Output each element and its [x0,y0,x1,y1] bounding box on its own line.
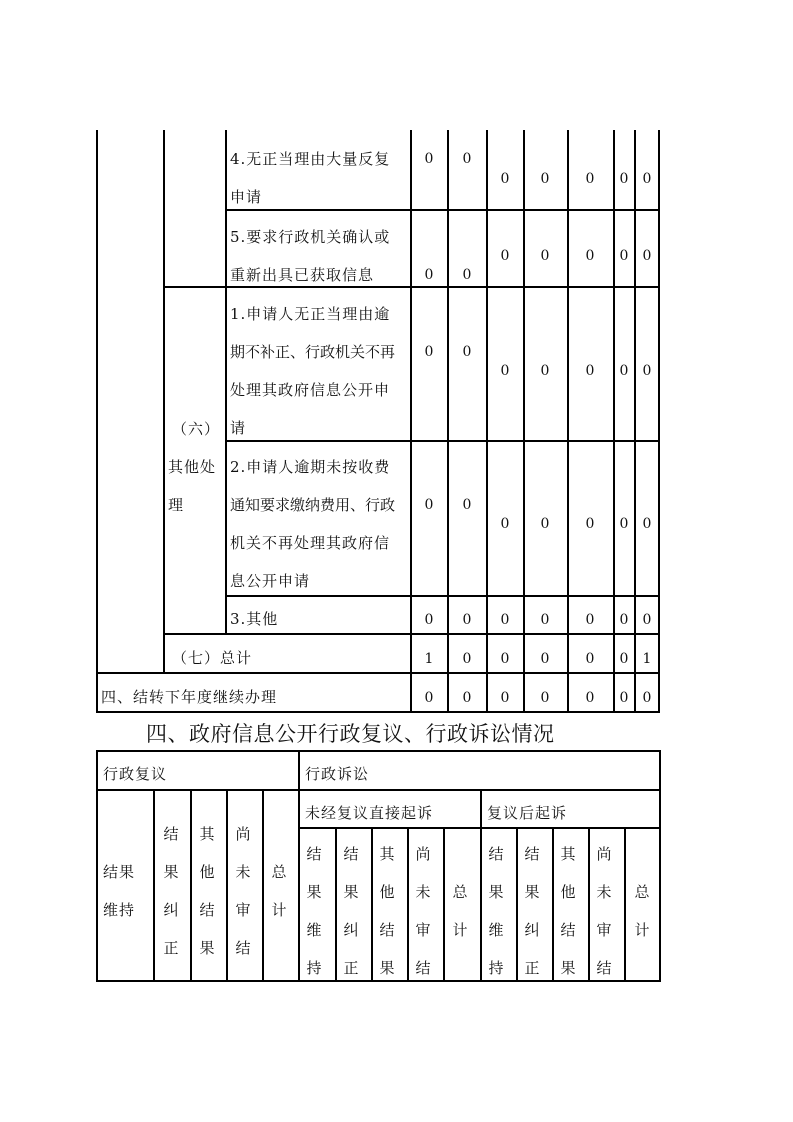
row-label: 处理其政府信息公开申 [230,381,391,399]
cell-value: 0 [500,363,510,379]
table-border [443,827,445,982]
cell-value: 0 [462,151,472,167]
admin-litigation-header: 行政诉讼 [305,765,370,783]
cell-value: 0 [500,690,510,706]
section-heading: 四、政府信息公开行政复议、行政诉讼情况 [146,722,555,746]
direct-col-result-corrected: 结 果 纠 正 [343,845,359,977]
row-label: 2.申请人逾期未按收费 [230,458,391,476]
cell-value: 0 [619,248,629,264]
cell-value: 0 [424,151,434,167]
table-border [447,130,449,712]
after-review-suit-header: 复议后起诉 [487,804,568,822]
cell-value: 0 [619,612,629,628]
review-col-result-maintained: 结果 [103,863,136,881]
after-col-total: 总 计 [634,883,650,939]
cell-value: 0 [585,651,595,667]
cell-value: 0 [540,363,550,379]
cell-value: 0 [500,612,510,628]
table-border [298,750,300,982]
carry-over-label: 四、结转下年度继续办理 [101,688,278,706]
cell-value: 0 [462,267,472,283]
row-label: 机关不再处理其政府信 [230,534,391,552]
cell-value: 0 [585,612,595,628]
cell-value: 0 [619,363,629,379]
group-label: （六） [172,420,221,438]
table-border [153,789,155,982]
cell-value: 0 [619,651,629,667]
cell-value: 0 [462,497,472,513]
cell-value: 0 [585,363,595,379]
cell-value: 0 [462,651,472,667]
after-col-result-corrected: 结 果 纠 正 [524,845,540,977]
row-label: 通知要求缴纳费用、行政 [230,496,396,514]
table-border [96,130,98,712]
admin-review-header: 行政复议 [103,765,168,783]
row-label: 4.无正当理由大量反复 [230,150,391,168]
cell-value: 0 [619,690,629,706]
table-border [523,130,525,712]
cell-value: 0 [462,690,472,706]
table-border [96,789,661,791]
direct-col-other-results: 其 他 结 果 [379,845,395,977]
cell-value: 0 [424,267,434,283]
direct-suit-header: 未经复议直接起诉 [305,804,434,822]
cell-value: 0 [585,516,595,532]
cell-value: 0 [462,344,472,360]
cell-value: 0 [642,612,652,628]
cell-value: 0 [424,497,434,513]
row-label: 1.申请人无正当理由逾 [230,305,391,323]
cell-value: 0 [585,248,595,264]
table-border [225,440,660,442]
table-border [96,750,98,982]
row-label: 请 [230,419,247,437]
group-label: 理 [168,496,185,514]
cell-value: 0 [540,516,550,532]
direct-col-total: 总 计 [452,883,468,939]
table-border [659,750,661,982]
cell-value: 0 [540,690,550,706]
cell-value: 0 [424,344,434,360]
cell-value: 0 [540,612,550,628]
table-border [552,827,554,982]
row-label: 息公开申请 [230,572,311,590]
cell-value: 0 [585,171,595,187]
cell-value: 0 [500,651,510,667]
row-label: 5.要求行政机关确认或 [230,228,391,246]
direct-col-result-maintained: 结 果 维 持 [306,845,322,977]
cell-value: 0 [424,612,434,628]
table-border [410,130,412,712]
table-border [624,827,626,982]
cell-value: 0 [424,690,434,706]
after-col-pending: 尚 未 审 结 [596,845,612,977]
row-label: 申请 [230,188,263,206]
cell-value: 0 [619,516,629,532]
cell-value: 0 [642,171,652,187]
review-col-other-results: 其 他 结 果 [199,825,215,957]
table-border [190,789,192,982]
cell-value: 0 [642,516,652,532]
table-border [163,130,165,674]
table-border [516,827,518,982]
row-label: 期不补正、行政机关不再 [230,343,396,361]
row-label: 重新出具已获取信息 [230,266,375,284]
cell-value: 1 [642,651,652,667]
review-col-pending: 尚 未 审 结 [235,825,251,957]
table-border [588,827,590,982]
cell-value: 0 [462,612,472,628]
table-border [96,750,661,752]
cell-value: 0 [642,690,652,706]
table-border [371,827,373,982]
table-border [480,789,482,982]
cell-value: 0 [642,363,652,379]
table-border [486,130,488,712]
table-border [225,130,227,635]
cell-value: 1 [424,651,434,667]
after-col-other-results: 其 他 结 果 [560,845,576,977]
cell-value: 0 [642,248,652,264]
table-border [262,789,264,982]
row-label: 3.其他 [230,610,279,628]
table-border [335,827,337,982]
table-border [567,130,569,712]
after-col-result-maintained: 结 果 维 持 [488,845,504,977]
table-border [407,827,409,982]
review-col-result-maintained: 维持 [103,901,136,919]
cell-value: 0 [619,171,629,187]
direct-col-pending: 尚 未 审 结 [415,845,431,977]
group-label: 其他处 [168,458,217,476]
cell-value: 0 [540,171,550,187]
cell-value: 0 [500,248,510,264]
cell-value: 0 [540,651,550,667]
total-label: （七）总计 [172,649,253,667]
table-border [226,789,228,982]
review-col-total: 总 计 [271,863,287,919]
cell-value: 0 [540,248,550,264]
cell-value: 0 [500,171,510,187]
table-border [225,209,660,211]
cell-value: 0 [585,690,595,706]
cell-value: 0 [500,516,510,532]
review-col-result-corrected: 结 果 纠 正 [163,825,179,957]
